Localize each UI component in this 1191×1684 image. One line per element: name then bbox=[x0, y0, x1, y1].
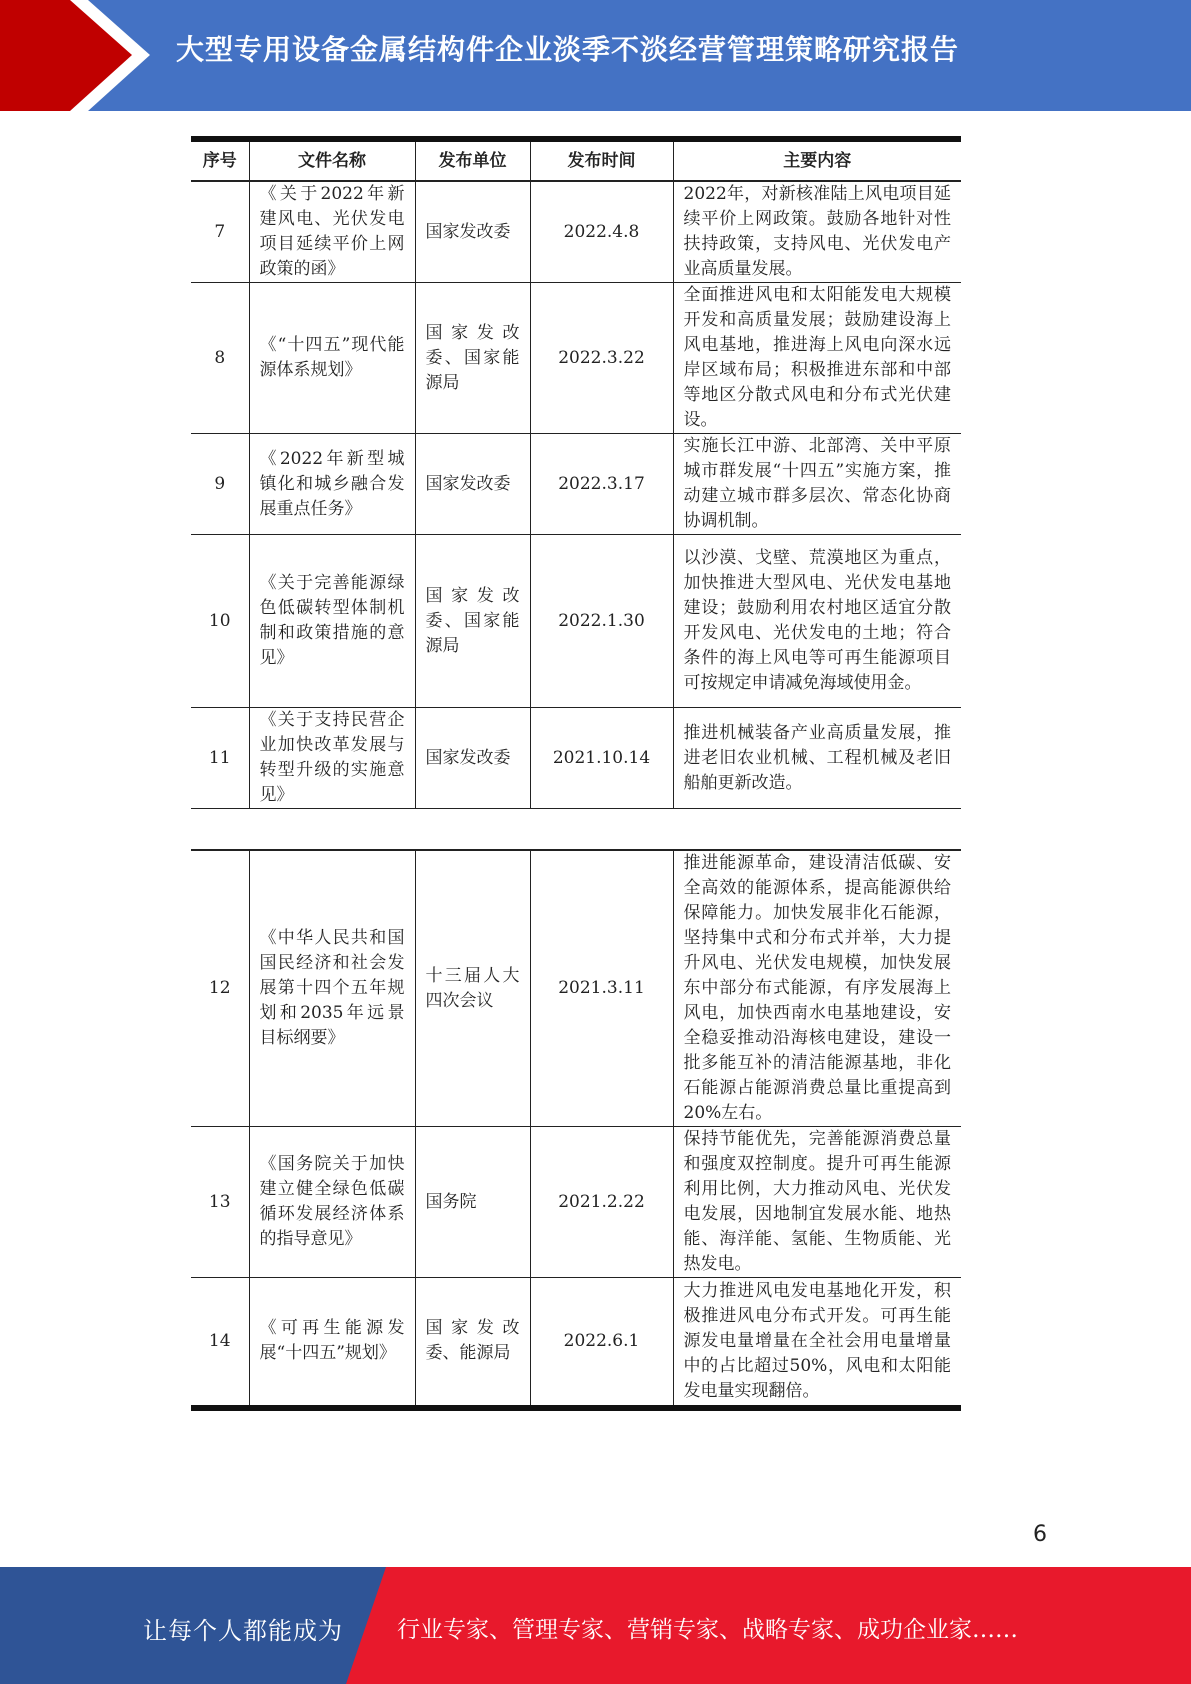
publish-date: 2022.1.30 bbox=[530, 535, 673, 708]
row-number: 14 bbox=[191, 1278, 249, 1408]
column-header-no: 序号 bbox=[191, 139, 249, 181]
row-number: 8 bbox=[191, 283, 249, 434]
publish-date: 2021.2.22 bbox=[530, 1127, 673, 1278]
table-row bbox=[191, 708, 961, 809]
document-name: 《2022年新型城镇化和城乡融合发展重点任务》 bbox=[249, 434, 415, 535]
publisher: 国务院 bbox=[415, 1127, 530, 1278]
table-row bbox=[191, 850, 961, 1127]
main-content: 全面推进风电和太阳能发电大规模开发和高质量发展；鼓励建设海上风电基地，推进海上风电向深水远岸区域布局；积极推进东部和中部等地区分散式风电和分布式光伏建设。 bbox=[673, 283, 961, 434]
row-number: 7 bbox=[191, 181, 249, 283]
document-name: 《可再生能源发展“十四五”规划》 bbox=[249, 1278, 415, 1408]
publish-date: 2021.3.11 bbox=[530, 850, 673, 1127]
main-content: 以沙漠、戈壁、荒漠地区为重点，加快推进大型风电、光伏发电基地建设；鼓励利用农村地区适宜分散开发风电、光伏发电的土地；符合条件的海上风电等可再生能源项目可按规定申请减免海域使用金。 bbox=[673, 535, 961, 708]
row-number: 10 bbox=[191, 535, 249, 708]
table-row bbox=[191, 1278, 961, 1408]
document-name: 《关于支持民营企业加快改革发展与转型升级的实施意见》 bbox=[249, 708, 415, 809]
page-number: 6 bbox=[1033, 1522, 1047, 1547]
policy-table-part-1 bbox=[191, 136, 961, 809]
publish-date: 2021.10.14 bbox=[530, 708, 673, 809]
page-header bbox=[0, 0, 1191, 111]
table-row bbox=[191, 535, 961, 708]
publish-date: 2022.6.1 bbox=[530, 1278, 673, 1408]
policy-table-part-2 bbox=[191, 849, 961, 1411]
main-content: 保持节能优先，完善能源消费总量和强度双控制度。提升可再生能源利用比例，大力推动风电、光伏发电发展，因地制宜发展水能、地热能、海洋能、氢能、生物质能、光热发电。 bbox=[673, 1127, 961, 1278]
main-content: 推进能源革命，建设清洁低碳、安全高效的能源体系，提高能源供给保障能力。加快发展非化石能源，坚持集中式和分布式并举，大力提升风电、光伏发电规模，加快发展东中部分布式能源，有序发展海上风电，加快西南水电基地建设，安全稳妥推动沿海核电建设，建设一批多能互补的清洁能源基地，非化石能源占能源消费总量比重提高到20%左右。 bbox=[673, 850, 961, 1127]
table-row bbox=[191, 283, 961, 434]
publisher: 国家发改委 bbox=[415, 708, 530, 809]
publish-date: 2022.3.22 bbox=[530, 283, 673, 434]
publisher: 国家发改委、国家能源局 bbox=[415, 535, 530, 708]
row-number: 9 bbox=[191, 434, 249, 535]
main-content: 实施长江中游、北部湾、关中平原城市群发展“十四五”实施方案，推动建立城市群多层次、常态化协商协调机制。 bbox=[673, 434, 961, 535]
row-number: 11 bbox=[191, 708, 249, 809]
column-header-name: 文件名称 bbox=[249, 139, 415, 181]
document-name: 《中华人民共和国国民经济和社会发展第十四个五年规划和2035年远景目标纲要》 bbox=[249, 850, 415, 1127]
page-footer bbox=[0, 1567, 1191, 1684]
publisher: 国家发改委、能源局 bbox=[415, 1278, 530, 1408]
table-row bbox=[191, 434, 961, 535]
row-number: 13 bbox=[191, 1127, 249, 1278]
footer-slogan-left: 让每个人都能成为 bbox=[143, 1617, 343, 1645]
column-header-publisher: 发布单位 bbox=[415, 139, 530, 181]
document-name: 《关于2022年新建风电、光伏发电项目延续平价上网政策的函》 bbox=[249, 181, 415, 283]
main-content: 大力推进风电发电基地化开发，积极推进风电分布式开发。可再生能源发电量增量在全社会用电量增量中的占比超过50%，风电和太阳能发电量实现翻倍。 bbox=[673, 1278, 961, 1408]
publisher: 国家发改委 bbox=[415, 434, 530, 535]
table-row bbox=[191, 181, 961, 283]
footer-slogan-right: 行业专家、管理专家、营销专家、战略专家、成功企业家…… bbox=[397, 1617, 1018, 1643]
publisher: 国家发改委 bbox=[415, 181, 530, 283]
header-title: 大型专用设备金属结构件企业淡季不淡经营管理策略研究报告 bbox=[176, 33, 960, 66]
publish-date: 2022.4.8 bbox=[530, 181, 673, 283]
publisher: 十三届人大四次会议 bbox=[415, 850, 530, 1127]
table-header-row bbox=[191, 139, 961, 181]
publish-date: 2022.3.17 bbox=[530, 434, 673, 535]
document-name: 《关于完善能源绿色低碳转型体制机制和政策措施的意见》 bbox=[249, 535, 415, 708]
column-header-date: 发布时间 bbox=[530, 139, 673, 181]
document-name: 《“十四五”现代能源体系规划》 bbox=[249, 283, 415, 434]
row-number: 12 bbox=[191, 850, 249, 1127]
main-content: 2022年，对新核准陆上风电项目延续平价上网政策。鼓励各地针对性扶持政策，支持风电、光伏发电产业高质量发展。 bbox=[673, 181, 961, 283]
publisher: 国家发改委、国家能源局 bbox=[415, 283, 530, 434]
table-row bbox=[191, 1127, 961, 1278]
document-name: 《国务院关于加快建立健全绿色低碳循环发展经济体系的指导意见》 bbox=[249, 1127, 415, 1278]
column-header-content: 主要内容 bbox=[673, 139, 961, 181]
main-content: 推进机械装备产业高质量发展，推进老旧农业机械、工程机械及老旧船舶更新改造。 bbox=[673, 708, 961, 809]
